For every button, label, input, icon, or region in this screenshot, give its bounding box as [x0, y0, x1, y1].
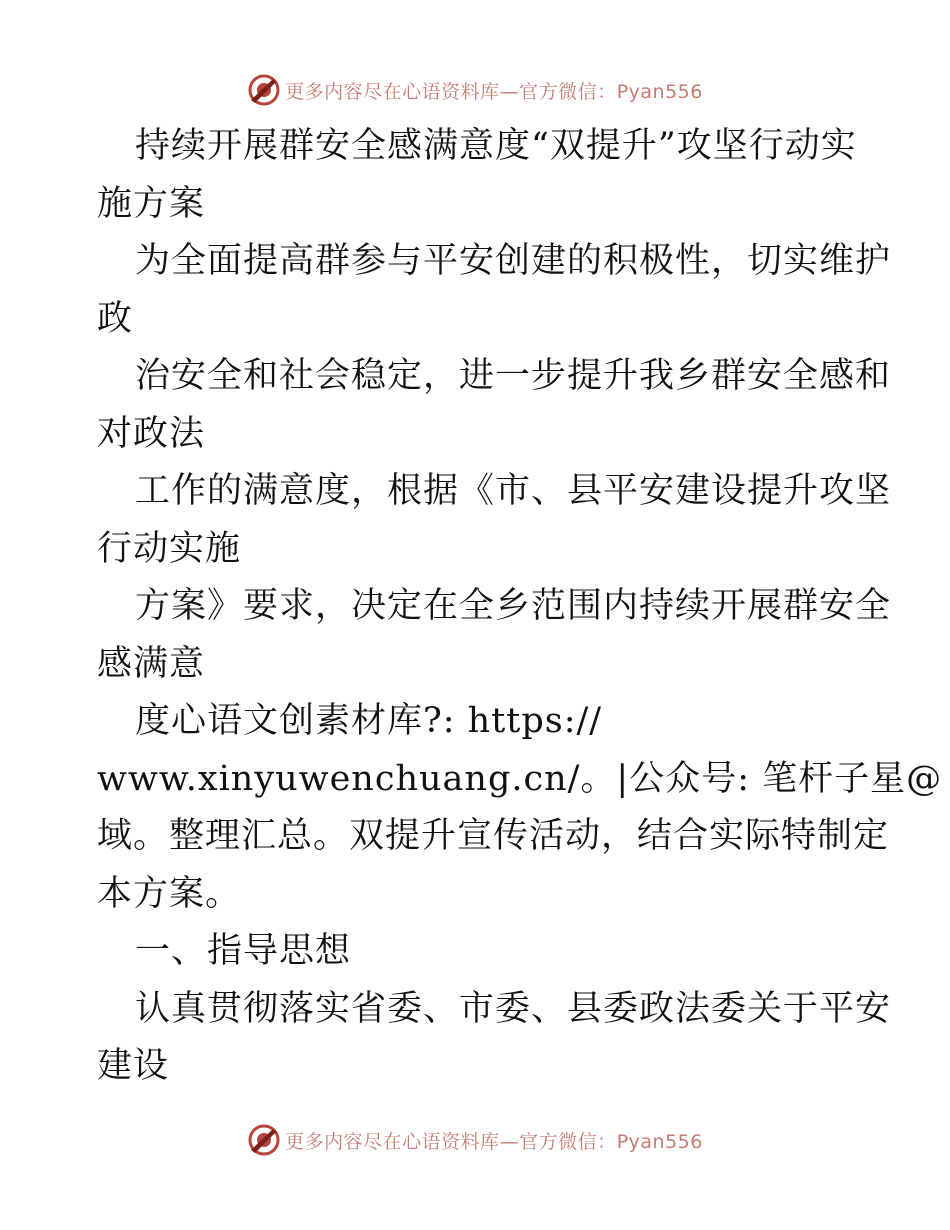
- section-heading: 一、指导思想: [135, 931, 352, 971]
- paragraph-line: 认真贯彻落实省委、市委、县委政法委关于平安: [135, 988, 892, 1029]
- footer-brand-text: 更多内容尽在心语资料库: [285, 1130, 500, 1153]
- header-watermark-banner: [0, 70, 950, 110]
- paragraph-line: 度心语文创素材库?: https://: [135, 701, 603, 741]
- document-body: [97, 118, 943, 1096]
- paragraph-line: 方案》要求，决定在全乡范围内持续开展群安全: [135, 586, 892, 626]
- paragraph-line: 感满意: [97, 643, 206, 684]
- footer-official-label: 官方微信：: [519, 1130, 617, 1153]
- library-logo-icon: [247, 1123, 281, 1157]
- library-logo-icon: [247, 73, 281, 107]
- paragraph-line: 政: [97, 298, 134, 339]
- paragraph-line: 治安全和社会稳定，进一步提升我乡群安全感和: [135, 356, 892, 396]
- paragraph-line: 行动实施: [97, 528, 242, 569]
- footer-separator: —: [499, 1130, 520, 1153]
- header-brand-text: 更多内容尽在心语资料库: [285, 80, 500, 103]
- paragraph-line: 本方案。: [97, 873, 242, 914]
- title-line-2: 施方案: [97, 183, 206, 224]
- header-wechat-id: Pyan556: [616, 80, 703, 103]
- paragraph-line: 为全面提高群参与平安创建的积极性，切实维护: [135, 241, 892, 281]
- header-official-label: 官方微信：: [519, 80, 617, 103]
- paragraph-line: 工作的满意度，根据《市、县平安建设提升攻坚: [135, 471, 892, 511]
- url-line: www.xinyuwenchuang.cn/。|公众号: 笔杆子星@: [97, 758, 943, 799]
- footer-watermark-banner: [0, 1120, 950, 1160]
- paragraph-line: 建设: [97, 1046, 170, 1086]
- footer-wechat-id: Pyan556: [616, 1130, 703, 1153]
- title-line-1: 持续开展群安全感满意度“双提升”攻坚行动实: [135, 126, 857, 166]
- paragraph-line: 对政法: [97, 413, 206, 454]
- header-separator: —: [499, 80, 520, 103]
- paragraph-line: 域。整理汇总。双提升宣传活动，结合实际特制定: [97, 816, 890, 856]
